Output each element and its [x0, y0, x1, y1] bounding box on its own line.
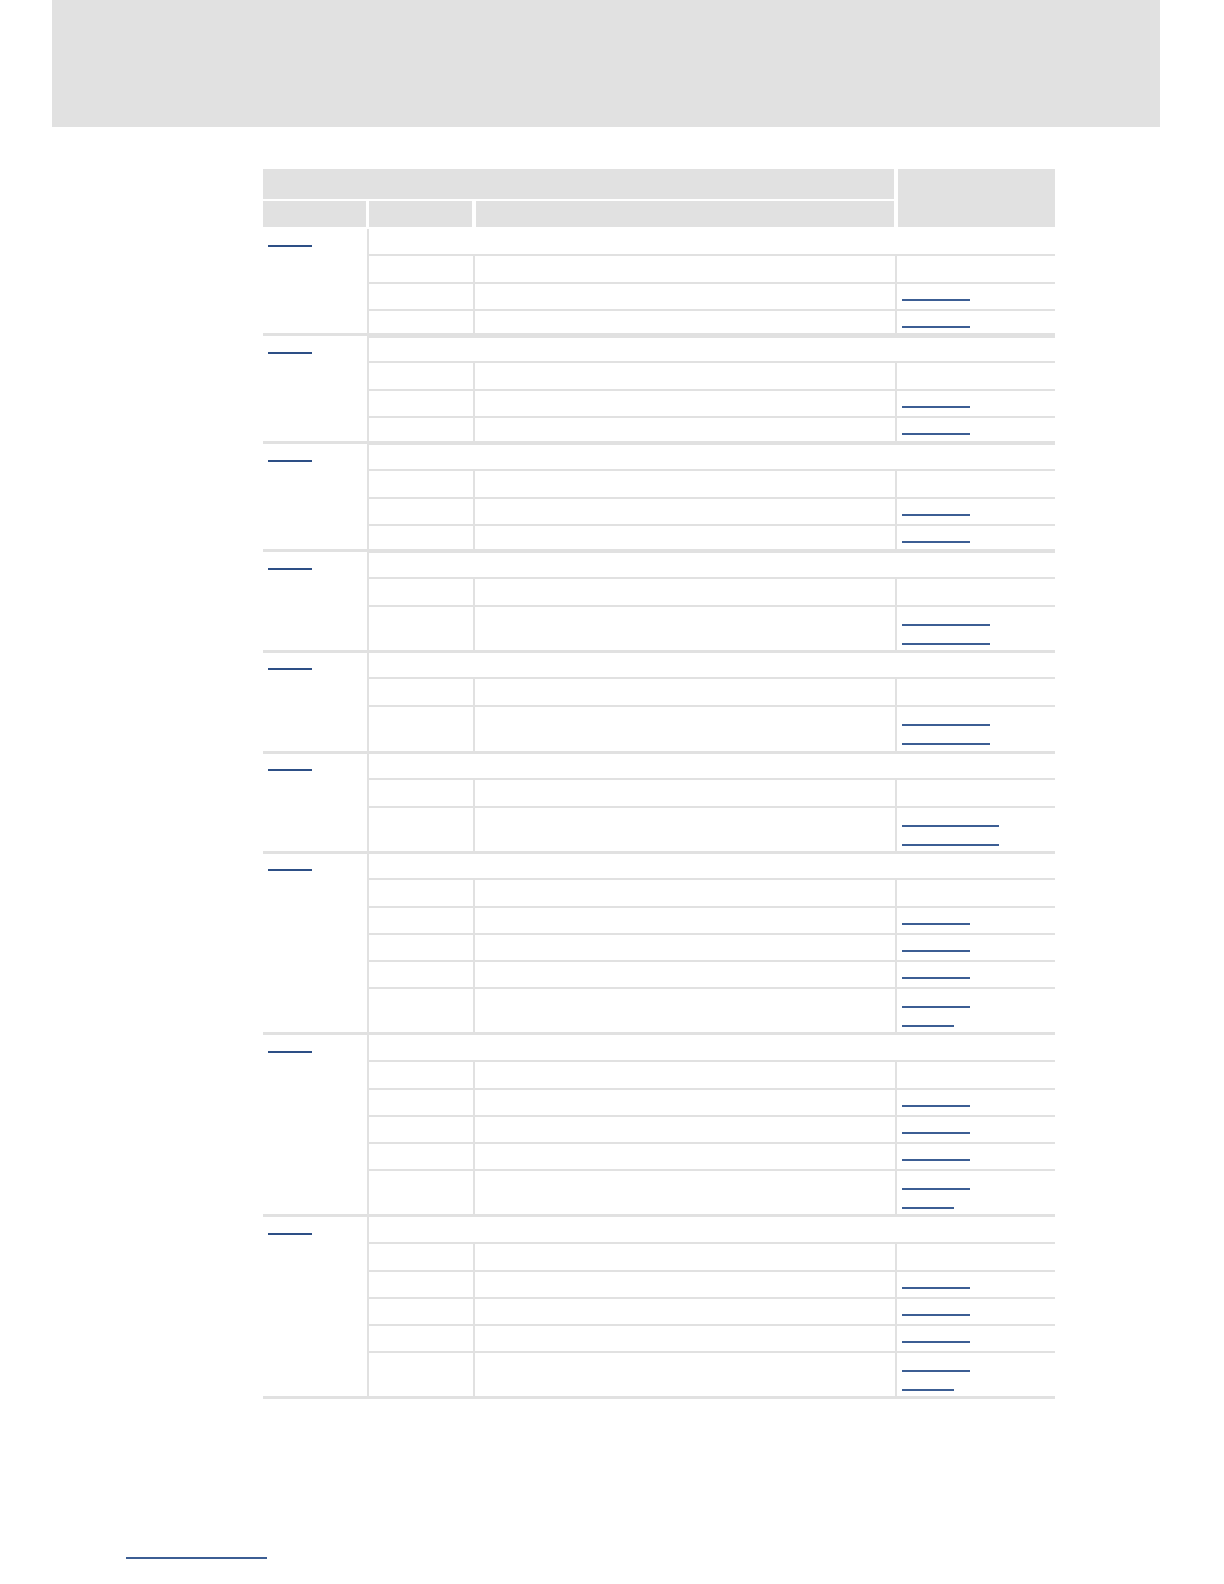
reference-link[interactable] — [902, 1025, 954, 1027]
reference-link[interactable] — [902, 299, 970, 301]
reference-link[interactable] — [902, 977, 970, 979]
group-separator — [263, 441, 1055, 444]
row-divider — [895, 471, 897, 498]
row-divider — [473, 780, 475, 807]
row-divider — [473, 525, 475, 552]
row-rule — [369, 806, 1055, 808]
column-divider — [367, 753, 369, 851]
row-divider — [895, 363, 897, 390]
row-rule — [369, 524, 1055, 526]
group-title-rule — [369, 469, 1055, 471]
row-divider — [895, 934, 897, 961]
group-separator — [263, 333, 1055, 336]
row-divider — [895, 1089, 897, 1116]
reference-link[interactable] — [902, 1207, 954, 1209]
group-separator — [263, 650, 1055, 653]
group-link[interactable] — [268, 352, 312, 354]
row-rule — [369, 336, 1055, 338]
row-rule — [369, 389, 1055, 391]
row-divider — [895, 390, 897, 417]
group-title-rule — [369, 878, 1055, 880]
row-rule — [369, 987, 1055, 989]
row-rule — [369, 282, 1055, 284]
row-divider — [895, 1116, 897, 1143]
row-rule — [369, 1351, 1055, 1353]
row-divider — [895, 880, 897, 907]
table-subheader-cell-2 — [369, 201, 472, 227]
row-divider — [895, 988, 897, 1034]
row-divider — [473, 1116, 475, 1143]
row-divider — [473, 390, 475, 417]
row-rule — [369, 1169, 1055, 1171]
row-divider — [473, 1352, 475, 1398]
reference-link[interactable] — [902, 844, 999, 846]
row-divider — [895, 256, 897, 283]
row-divider — [473, 363, 475, 390]
row-divider — [473, 283, 475, 310]
row-rule — [369, 497, 1055, 499]
row-divider — [473, 498, 475, 525]
reference-link[interactable] — [902, 950, 970, 952]
reference-link[interactable] — [902, 326, 970, 328]
row-rule — [369, 1324, 1055, 1326]
group-title-rule — [369, 577, 1055, 579]
reference-link[interactable] — [902, 1314, 970, 1316]
group-link[interactable] — [268, 1233, 312, 1235]
reference-link[interactable] — [902, 1188, 970, 1190]
group-link[interactable] — [268, 460, 312, 462]
group-title-rule — [369, 1242, 1055, 1244]
group-link[interactable] — [268, 1051, 312, 1053]
table-header-reference-column — [898, 169, 1055, 227]
row-divider — [473, 961, 475, 988]
row-divider — [473, 256, 475, 283]
group-title-rule — [369, 677, 1055, 679]
reference-link[interactable] — [902, 624, 990, 626]
row-rule — [369, 1270, 1055, 1272]
row-divider — [895, 1143, 897, 1170]
row-divider — [895, 1170, 897, 1216]
row-divider — [895, 525, 897, 552]
row-divider — [473, 417, 475, 444]
row-rule — [369, 605, 1055, 607]
group-title-rule — [369, 254, 1055, 256]
column-divider — [367, 552, 369, 650]
row-rule — [369, 1297, 1055, 1299]
group-title-rule — [369, 1060, 1055, 1062]
group-separator — [263, 851, 1055, 854]
row-divider — [895, 1352, 897, 1398]
row-divider — [895, 1244, 897, 1271]
row-divider — [473, 579, 475, 606]
row-divider — [473, 1089, 475, 1116]
row-divider — [895, 606, 897, 652]
group-link[interactable] — [268, 769, 312, 771]
row-divider — [895, 1062, 897, 1089]
reference-link[interactable] — [902, 433, 970, 435]
row-rule — [369, 705, 1055, 707]
row-rule — [369, 1115, 1055, 1117]
column-divider — [367, 652, 369, 751]
row-divider — [473, 1062, 475, 1089]
row-rule — [369, 1088, 1055, 1090]
reference-link[interactable] — [902, 1132, 970, 1134]
group-separator — [263, 1032, 1055, 1035]
group-link[interactable] — [268, 668, 312, 670]
reference-link[interactable] — [902, 825, 999, 827]
row-divider — [473, 1271, 475, 1298]
group-separator — [263, 1396, 1055, 1399]
row-divider — [895, 780, 897, 807]
table-subheader-cell-1 — [263, 201, 366, 227]
row-rule — [369, 416, 1055, 418]
row-divider — [895, 1325, 897, 1352]
group-title-rule — [369, 778, 1055, 780]
row-rule — [369, 933, 1055, 935]
reference-link[interactable] — [902, 1105, 970, 1107]
row-divider — [473, 988, 475, 1034]
row-divider — [895, 1298, 897, 1325]
footer-link[interactable] — [126, 1557, 267, 1559]
row-divider — [473, 934, 475, 961]
row-rule — [369, 906, 1055, 908]
row-divider — [895, 579, 897, 606]
row-divider — [473, 907, 475, 934]
row-divider — [473, 807, 475, 853]
row-divider — [473, 706, 475, 752]
group-link[interactable] — [268, 568, 312, 570]
row-divider — [473, 679, 475, 706]
row-divider — [895, 417, 897, 444]
group-link[interactable] — [268, 869, 312, 871]
row-divider — [473, 471, 475, 498]
reference-link[interactable] — [902, 1287, 970, 1289]
page-header-band — [52, 0, 1160, 127]
group-separator — [263, 751, 1055, 754]
row-divider — [473, 1244, 475, 1271]
row-rule — [369, 309, 1055, 311]
row-divider — [895, 961, 897, 988]
table-subheader-cell-3 — [476, 201, 894, 227]
row-divider — [895, 498, 897, 525]
row-divider — [473, 1325, 475, 1352]
row-divider — [473, 606, 475, 652]
reference-link[interactable] — [902, 1159, 970, 1161]
row-divider — [895, 706, 897, 752]
reference-link[interactable] — [902, 1370, 970, 1372]
row-divider — [895, 679, 897, 706]
row-divider — [473, 1143, 475, 1170]
row-divider — [895, 807, 897, 853]
column-divider — [367, 229, 369, 333]
group-link[interactable] — [268, 245, 312, 247]
reference-link[interactable] — [902, 406, 970, 408]
row-rule — [369, 1142, 1055, 1144]
row-divider — [473, 880, 475, 907]
table-header-row — [263, 169, 894, 199]
group-title-rule — [369, 361, 1055, 363]
reference-link[interactable] — [902, 1006, 970, 1008]
row-divider — [473, 1298, 475, 1325]
reference-link[interactable] — [902, 724, 990, 726]
reference-link[interactable] — [902, 1341, 970, 1343]
row-divider — [895, 1271, 897, 1298]
group-separator — [263, 1214, 1055, 1217]
row-divider — [895, 283, 897, 310]
row-divider — [473, 1170, 475, 1216]
reference-link[interactable] — [902, 743, 990, 745]
reference-link[interactable] — [902, 541, 970, 543]
reference-link[interactable] — [902, 923, 970, 925]
group-separator — [263, 549, 1055, 552]
reference-link[interactable] — [902, 514, 970, 516]
reference-link[interactable] — [902, 1389, 954, 1391]
row-divider — [895, 907, 897, 934]
row-rule — [369, 960, 1055, 962]
reference-link[interactable] — [902, 643, 990, 645]
